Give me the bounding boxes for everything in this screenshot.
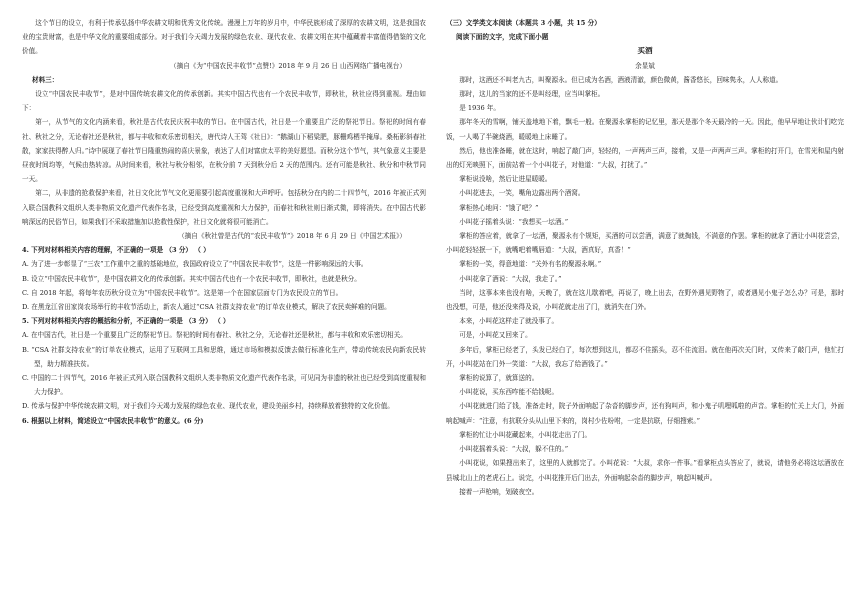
question-5-option-a: A. 在中国古代，社日是一个重要且广泛的祭祀节日。祭祀的时间有春社、秋社之分，无论春社还是秋社，都与丰收和欢乐密切相关。 <box>22 331 407 340</box>
material-two-paragraph: 这个节日的设立，有利于传承弘扬中华农耕文明和优秀文化传统。漫漫上万年的岁月中，中华民族形成了深厚的农耕文明，这是我国农业的宝贵财富，也是中华文化的重要组成部分。对于我们今天竭力发展的绿色农业、现代农业、农耕文明在其中蕴藏着丰富值得借鉴的文化价值。 <box>22 19 426 56</box>
story-paragraph: 小叫花进去，一笑，嘴角边露出两个酒窝。 <box>459 189 585 198</box>
story-paragraph: 是 1936 年。 <box>459 104 500 113</box>
story-paragraph: 小叫花子摇着头说：“我想买一坛酒。” <box>459 217 569 226</box>
material-three-source: （摘自《秋社曾是古代的“农民丰收节”》2018 年 6 月 29 日《中国艺术报》） <box>178 232 406 241</box>
story-paragraph: 掌柜热心地问：“饿了吧？” <box>459 203 539 212</box>
question-5: 5. 下列对材料相关内容的概括和分析，不正确的一项是 （3 分） （ ） <box>22 317 230 326</box>
story-paragraph: 小叫花拿了酒说：“大叔，我走了。” <box>459 274 562 283</box>
story-paragraph: 本来，小叫花这样走了就没事了。 <box>459 317 559 326</box>
story-paragraph: 多年后，掌柜已经老了，头发已经白了，每次想到这儿，都忍不住摇头，忍不住流泪。就在他再次关门时，又传来了敲门声，他忙打开，小叫花站在门外一笑道：“大叔，我忘了给酒钱了。” <box>446 345 844 368</box>
story-paragraph: 然后，他也准备睡，就在这时，响起了敲门声，轻轻的，一声两声三声，接着，又是一声两声三声。掌柜的打开门，在雪光和屋内射出的灯光映照下，面前站着一个小叫花子，对他道：“大叔，打扰了。” <box>446 146 844 170</box>
question-6: 6. 根据以上材料，简述设立“中国农民丰收节”的意义。(6 分) <box>22 416 204 425</box>
story-paragraph: 小叫花摇着头说：“大叔，躲不住的。” <box>459 445 569 454</box>
story-paragraph: 掌柜的答应着，就拿了一坛酒，聚源永有个规矩，买酒的可以尝酒，满意了就掏钱，不满意的作罢。掌柜的就拿了酒让小叫花尝尝，小叫花轻轻抿一下，就嘴吧着嘴唇道：“大叔，酒真好，真香！” <box>446 232 844 255</box>
story-paragraph: 掌柜说没啥，然后让进屋暖暖。 <box>459 175 552 184</box>
story-paragraph: 那时，这酒还不叫老九古，叫聚源永。但已成为名酒，酒液清澈，颜色微黄，酱香悠长，回味隽永，人人称道。 <box>459 75 783 84</box>
story-paragraph: 小叫花就进门给了钱，准备走时，院子外面响起了杂沓的脚步声，还有狗叫声，和小鬼子叽哩呱啦的声音。掌柜的忙关上大门，外面响起喊声：“注意，有抗联分头从山里下来的，岗村少佐吩咐，一定是抗联，仔细搜索。” <box>446 402 844 425</box>
material-three-paragraph-3: 第二，从非遗的抢救保护来看，社日文化比节气文化更需要引起高度重视和大声呼吁。包括秋分在内的二十四节气，2016 年被正式列入联合国教科文组织人类非物质文化遗产代表作名录，已经受到高度重视和大力保护，而春社和秋社则日渐式微，即将消失。在中国古代影响深远的民俗节日，如果我们不采取措施加以抢救性保护，社日文化就将很可能消亡。 <box>22 189 426 226</box>
story-paragraph: 那年冬天的雪啊，铺天盖地地下着，飘毛一般。在聚源永掌柜的记忆里，那天是那个冬天最冷的一天。因此，他早早地让伙计们吃完饭，一人喝了半碗烧酒，暖暖地上床睡了。 <box>446 118 844 141</box>
material-two-source: （摘自《为“中国农民丰收节”点赞!》2018 年 9 月 26 日 山西网络广播电视台） <box>170 61 406 70</box>
question-4-option-b: B. 设立“中国农民丰收节”，是中国农耕文化的传承创新。其实中国古代也有一个农民丰收节，即秋社，也就是秋分。 <box>22 274 361 283</box>
question-4-option-c: C. 自 2018 年起，将每年农历秋分设立为“中国农民丰收节”。这是第一个在国家层面专门为农民设立的节日。 <box>22 288 343 297</box>
question-4: 4. 下列对材料相关内容的理解，不正确的一项是 （3 分） （ ） <box>22 246 210 255</box>
story-paragraph: 那时，这儿的当家的还不是叫经理，应当叫掌柜。 <box>459 90 605 99</box>
story-paragraph: 掌柜的说算了，就算送的。 <box>459 374 539 383</box>
story-paragraph: 当时，这事本来也没有啥，天晚了，就在这儿歇着吧，再说了，晚上出去，在野外遇见野物了，或者遇见小鬼子怎么办？可是，那时也没想，可是，他还没来得及说，小叫花就走出了门，就消失在门外。 <box>446 288 844 312</box>
story-title: 买酒 <box>637 46 653 56</box>
story-paragraph: 小叫花说，如果搜出来了，这里的人就都完了。小叫花说：“大叔，求你一件事。”看掌柜点头答应了，就说，请他务必将这坛酒放在县城北山上的老虎石上。说完，小叫花推开后门出去，外面响起杂沓的脚步声，响起叫喊声。 <box>446 459 844 482</box>
right-column <box>446 16 844 499</box>
question-5-option-d: D. 传承与保护中华传统农耕文明，对于我们今天竭力发展的绿色农业、现代农业，建设美丽乡村，持续释放着独特的文化价值。 <box>22 402 394 411</box>
material-three-paragraph-2: 第一，从节气的文化内涵来看，秋社是古代农民庆祝丰收的节日。在中国古代，社日是一个重要且广泛的祭祀节日。祭祀的时间有春社、秋社之分，无论春社还是秋社，都与丰收和欢乐密切相关，唐代诗人王驾《社日》：“鹅湖山下稻粱肥，豚栅鸡栖半掩扉。桑柘影斜春社散，家家扶得醉人归。”诗中展现了春社节日隆重热闹的喜庆景象，表达了人们对富庶太平的美好愿望。而秋分这个节气，其气象意义主要是昼夜时间均等，气候由热转凉。从时间来看，秋社与秋分相邻，在秋分前 7 天到秋分后 2 天的范围内。还有可能是秋社、秋分和中秋节同一天。 <box>22 118 426 184</box>
question-5-option-b: B. “CSA 社群支持农业”的订单农业模式，运用了互联网工具和思维，通过市场和模拟反馈去做行标准化生产，带动传统农民向新农民转型，助力精准扶贫。 <box>22 345 426 368</box>
section-heading: （三）文学类文本阅读（本题共 3 小题，共 15 分） <box>446 19 601 27</box>
story-paragraph: 掌柜的忙让小叫花藏起来，小叫花走出了门。 <box>459 430 592 439</box>
reading-instruction: 阅读下面的文字，完成下面小题 <box>456 33 549 42</box>
left-column <box>22 16 426 428</box>
question-4-option-d: D. 在黑龙江省田家岗农场举行的丰收节活动上，新农人通过“CSA 社群支持农业”的订单农业模式，解决了农民卖鲜难的问题。 <box>22 303 391 312</box>
story-paragraph: 可是，小叫花又回来了。 <box>459 331 532 340</box>
material-three-paragraph-1: 设立“中国农民丰收节”，是对中国传统农耕文化的传承创新。其实中国古代也有一个农民丰收节，即秋社，秋社应得到重视。理由如下： <box>22 90 426 113</box>
question-4-option-a: A. 为了进一步彰显了“三农”工作重中之重的基础地位，我国政府设立了“中国农民丰收节”，这是一件影响深远的大事。 <box>22 260 368 269</box>
story-paragraph: 小叫花说，买东西咋能不给钱呢。 <box>459 388 559 397</box>
story-paragraph: 接着一声枪响，划破夜空。 <box>459 487 539 496</box>
story-author: 余显斌 <box>635 61 655 70</box>
question-5-option-c: C. 中国的二十四节气，2016 年被正式列入联合国教科文组织人类非物质文化遗产代表作名录，可见同为非遗的秋社也已经受到高度重视和大力保护。 <box>22 374 426 397</box>
material-three-heading: 材料三： <box>32 75 59 84</box>
story-paragraph: 掌柜的一笑，得意地道：“关外有名的聚源永啊。” <box>459 260 602 269</box>
story-body <box>446 73 844 499</box>
